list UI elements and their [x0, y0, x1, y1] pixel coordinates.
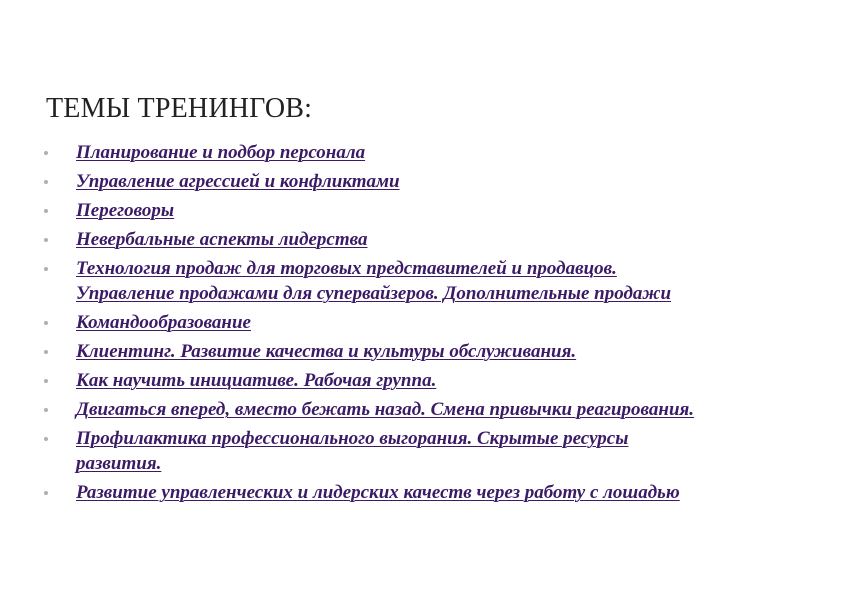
- topic-link[interactable]: [76, 482, 680, 503]
- list-item: [44, 254, 834, 308]
- topic-link-line: Как научить инициативе. Рабочая группа.: [76, 370, 437, 391]
- topic-link-line: Невербальные аспекты лидерства: [76, 229, 368, 250]
- topic-link[interactable]: [76, 229, 368, 250]
- topic-link-line: Двигаться вперед, вместо бежать назад. Смена привычки реагирования.: [76, 399, 695, 420]
- bullet-icon: [44, 379, 48, 383]
- list-item: [44, 337, 834, 366]
- topic-link[interactable]: [76, 254, 834, 308]
- bullet-icon: [44, 321, 48, 325]
- topic-link[interactable]: [76, 341, 576, 362]
- topic-link[interactable]: [76, 399, 694, 420]
- topic-link-line: Переговоры: [76, 200, 175, 221]
- list-item: [44, 167, 834, 196]
- bullet-icon: [44, 350, 48, 354]
- list-item: [44, 366, 834, 395]
- bullet-icon: [44, 151, 48, 155]
- topic-link-line: Технология продаж для торговых представителей и продавцов.: [76, 258, 617, 279]
- list-item: [44, 196, 834, 225]
- list-item: [44, 138, 834, 167]
- topic-link[interactable]: [76, 200, 174, 221]
- bullet-icon: [44, 180, 48, 184]
- topic-link-line: Планирование и подбор персонала: [76, 142, 366, 163]
- list-item: [44, 225, 834, 254]
- list-item: [44, 478, 834, 507]
- list-item: [44, 395, 834, 424]
- topic-link-line: Профилактика профессионального выгорания. Скрытые ресурсы: [76, 428, 629, 449]
- topic-link[interactable]: [76, 370, 436, 391]
- topic-link-line: развития.: [76, 453, 162, 474]
- topic-link-line: Управление агрессией и конфликтами: [76, 171, 400, 192]
- topic-link[interactable]: [76, 171, 400, 192]
- topic-link[interactable]: [76, 424, 834, 478]
- topic-link[interactable]: [76, 312, 251, 333]
- topic-link-line: Управление продажами для супервайзеров. Дополнительные продажи: [76, 283, 672, 304]
- bullet-icon: [44, 408, 48, 412]
- training-topics-list: [44, 138, 834, 507]
- topic-link-line: Развитие управленческих и лидерских качеств через работу с лошадью: [76, 482, 680, 503]
- bullet-icon: [44, 491, 48, 495]
- bullet-icon: [44, 267, 48, 271]
- list-item: [44, 424, 834, 478]
- topic-link-line: Командообразование: [76, 312, 251, 333]
- topic-link[interactable]: [76, 142, 365, 163]
- bullet-icon: [44, 238, 48, 242]
- bullet-icon: [44, 437, 48, 441]
- topic-link-line: Клиентинг. Развитие качества и культуры обслуживания.: [76, 341, 577, 362]
- bullet-icon: [44, 209, 48, 213]
- page-title: ТЕМЫ ТРЕНИНГОВ:: [46, 93, 313, 124]
- list-item: [44, 308, 834, 337]
